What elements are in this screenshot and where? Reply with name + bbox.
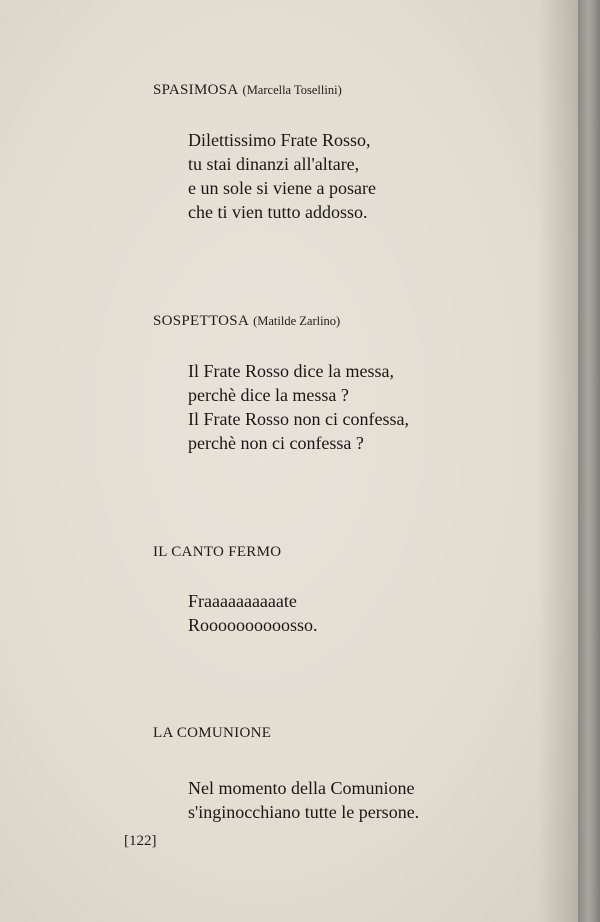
verse-line: Nel momento della Comunione: [188, 778, 415, 798]
verse-line: perchè non ci confessa ?: [188, 433, 364, 453]
verse-line: Fraaaaaaaaaate: [188, 591, 297, 611]
section-title-comunione: [153, 725, 271, 742]
section-title-canto-fermo: [153, 544, 281, 561]
verse-line: Il Frate Rosso non ci confessa,: [188, 409, 409, 429]
section-heading: SPASIMOSA: [153, 82, 239, 98]
page-number: [122]: [124, 833, 157, 849]
section-heading: LA COMUNIONE: [153, 725, 272, 741]
verse-line: Roooooooooosso.: [188, 615, 318, 635]
section-author: (Marcella Tosellini): [242, 83, 342, 97]
verse-line: che ti vien tutto addosso.: [188, 202, 368, 222]
verse-line: e un sole si viene a posare: [188, 178, 376, 198]
verse-line: perchè dice la messa ?: [188, 385, 349, 405]
verse-line: Dilettissimo Frate Rosso,: [188, 130, 371, 150]
book-edge: [578, 0, 600, 922]
section-author: (Matilde Zarlino): [253, 314, 341, 328]
section-heading: SOSPETTOSA: [153, 313, 250, 329]
verse-sospettosa: [188, 359, 409, 455]
verse-line: tu stai dinanzi all'altare,: [188, 154, 360, 174]
verse-canto-fermo: [188, 589, 318, 637]
verse-line: Il Frate Rosso dice la messa,: [188, 361, 394, 381]
section-title-sospettosa: [153, 313, 340, 330]
section-title-spasimosa: [153, 82, 342, 99]
verse-spasimosa: [188, 128, 376, 224]
section-heading: IL CANTO FERMO: [153, 544, 282, 560]
verse-comunione: [188, 776, 419, 824]
verse-line: s'inginocchiano tutte le persone.: [188, 802, 420, 822]
